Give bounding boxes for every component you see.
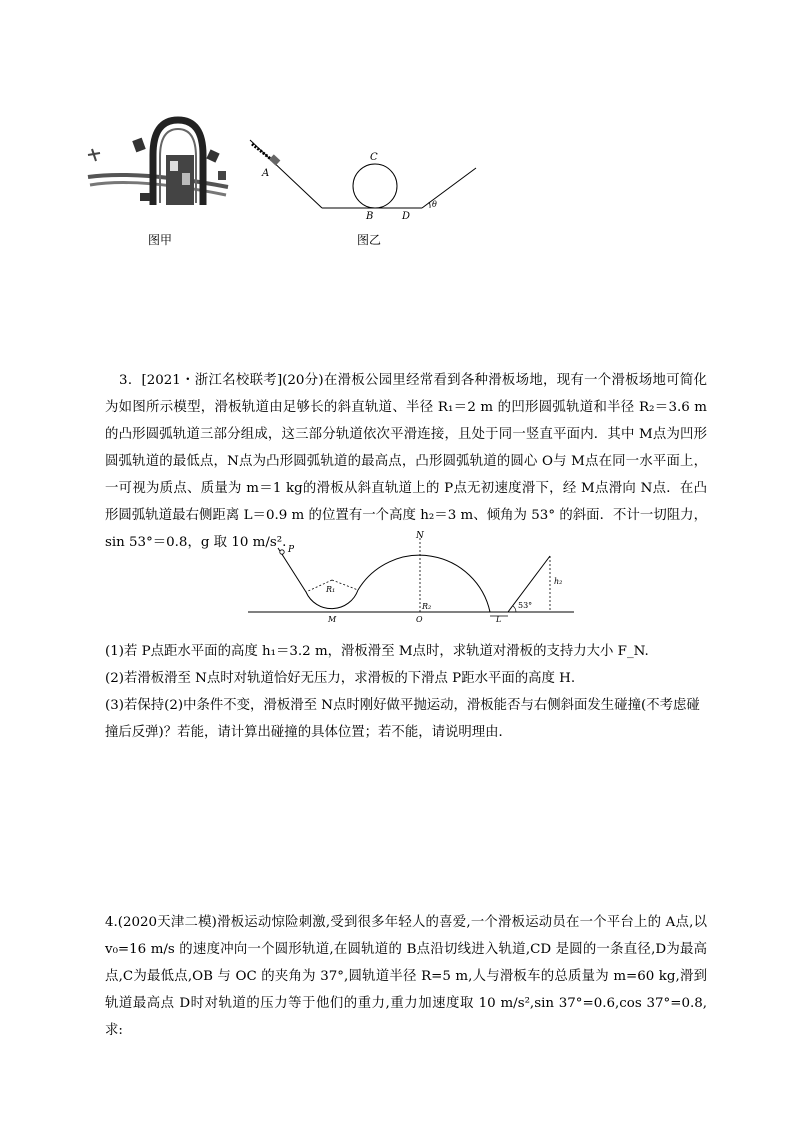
- label-L: L: [496, 615, 502, 622]
- problem3-stem: 3．[2021・浙江名校联考](20分)在滑板公园里经常看到各种滑板场地，现有一个滑板场地可简化为如图所示模型，滑板轨道由足够长的斜直轨道、半径 R₁＝2 m 的凹形圆弧轨道和半径 R₂＝3.6 m 的凸形圆弧轨道三部分组成，这三部分轨道依次平滑连接，且处于同一竖直平面内．其中 M点为凹形圆弧轨道的最低点，N点为凸形圆弧轨道的最高点，凸形圆弧轨道的圆心 O与 M点在同一水平面上，一可视为质点、质量为 m＝1 kg的滑板从斜直轨道上的 P点无初速度滑下，经 M点滑向 N点．在凸形圆弧轨道最右侧距离 L＝0.9 m 的位置有一个高度 h₂＝3 m、倾角为 53° 的斜面．不计一切阻力，sin 53°＝0.8，g 取 10 m/s².: [105, 373, 707, 550]
- caption-jia: 图甲: [148, 233, 173, 247]
- label-M: M: [328, 615, 337, 622]
- label-P: P: [288, 545, 295, 555]
- label-O: O: [416, 615, 423, 622]
- problem3-q3: (3)若保持(2)中条件不变，滑板滑至 N点时刚好做平抛运动，滑板能否与右侧斜面发生碰撞(不考虑碰撞后反弹)？若能，请计算出碰撞的具体位置；若不能，请说明理由．: [105, 698, 700, 740]
- skate-ramp-photo-illustration: [78, 115, 238, 215]
- problem3-figure: [248, 530, 576, 622]
- label-h2: h₂: [554, 577, 563, 586]
- figure-yi: [240, 130, 480, 220]
- label-B: B: [366, 211, 374, 220]
- problem3-q2: (2)若滑板滑至 N点时对轨道恰好无压力，求滑板的下滑点 P距水平面的高度 H.: [105, 671, 576, 686]
- label-A: A: [262, 168, 270, 179]
- figure-jia: [78, 115, 238, 215]
- label-N: N: [416, 531, 424, 541]
- label-theta: θ: [432, 200, 437, 209]
- label-angle: 53°: [518, 601, 533, 610]
- problem4-stem: 4.(2020天津二模)滑板运动惊险刺激,受到很多年轻人的喜爱,一个滑板运动员在一个平台上的 A点,以 v₀=16 m/s 的速度冲向一个圆形轨道,在圆轨道的 B点沿切线进入轨道,CD 是圆的一条直径,D为最高点,C为最低点,OB 与 OC 的夹角为 37°,圆轨道半径 R=5 m,人与滑板车的总质量为 m=60 kg,滑到轨道最高点 D时对轨道的压力等于他们的重力,重力加速度取 10 m/s²,sin 37°=0.6,cos 37°=0.8,求:: [105, 915, 707, 1038]
- caption-yi: 图乙: [357, 233, 382, 247]
- label-C: C: [370, 152, 378, 163]
- label-R1: R₁: [326, 585, 336, 594]
- loop-track-diagram: [240, 130, 480, 220]
- problem3-q1: (1)若 P点距水平面的高度 h₁＝3.2 m，滑板滑至 M点时，求轨道对滑板的支持力大小 F_N.: [105, 644, 649, 659]
- skate-track-diagram: [248, 530, 576, 622]
- label-D: D: [402, 211, 411, 220]
- label-R2: R₂: [422, 602, 432, 611]
